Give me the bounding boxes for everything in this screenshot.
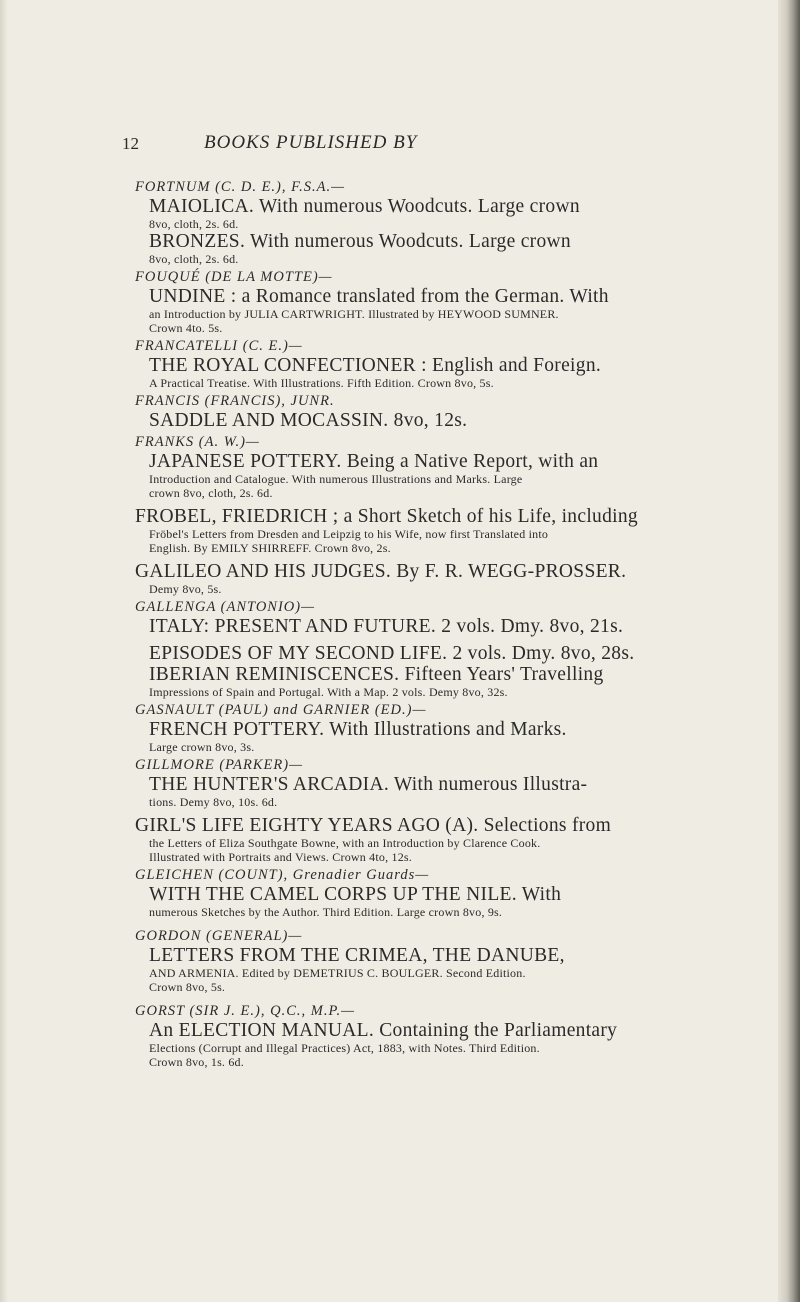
entry-details: Demy 8vo, 5s. (149, 582, 222, 596)
entry-title: BRONZES. With numerous Woodcuts. Large crown (149, 231, 571, 252)
catalogue-entries (135, 176, 735, 1069)
entry-author: FRANKS (A. W.)— (135, 434, 260, 450)
entry-title: An ELECTION MANUAL. Containing the Parliamentary (149, 1020, 618, 1041)
entry-author: GALLENGA (ANTONIO)— (135, 599, 316, 615)
entry-details: numerous Sketches by the Author. Third Edition. Large crown 8vo, 9s. (149, 905, 503, 919)
entry-details: Elections (Corrupt and Illegal Practices) Act, 1883, with Notes. Third Edition. (149, 1041, 540, 1055)
entry-details: Crown 4to. 5s. (149, 321, 223, 335)
page-gutter-left (0, 0, 8, 1302)
entry-details: 8vo, cloth, 2s. 6d. (149, 252, 239, 266)
entry-details: English. By EMILY SHIRREFF. Crown 8vo, 2s. (149, 541, 391, 555)
entry-details: the Letters of Eliza Southgate Bowne, with an Introduction by Clarence Cook. (149, 836, 541, 850)
entry-details: tions. Demy 8vo, 10s. 6d. (149, 795, 278, 809)
entry-author: GASNAULT (PAUL) and GARNIER (ED.)— (135, 702, 427, 718)
entry-title: EPISODES OF MY SECOND LIFE. 2 vols. Dmy. 8vo, 28s. (149, 643, 635, 664)
entry-title: THE HUNTER'S ARCADIA. With numerous Illustra- (149, 774, 588, 795)
entry-title: FROBEL, FRIEDRICH ; a Short Sketch of his Life, including (135, 506, 638, 527)
entry-details: Illustrated with Portraits and Views. Crown 4to, 12s. (149, 850, 412, 864)
entry-details: Fröbel's Letters from Dresden and Leipzig to his Wife, now first Translated into (149, 527, 549, 541)
entry-author: FRANCIS (FRANCIS), JUNR. (135, 393, 335, 409)
entry-details: Crown 8vo, 5s. (149, 980, 226, 994)
entry-author: GORST (SIR J. E.), Q.C., M.P.— (135, 1003, 355, 1019)
entry-details: an Introduction by JULIA CARTWRIGHT. Illustrated by HEYWOOD SUMNER. (149, 307, 559, 321)
entry-title: IBERIAN REMINISCENCES. Fifteen Years' Travelling (149, 664, 604, 685)
spacer (135, 994, 735, 1000)
entry-title: GALILEO AND HIS JUDGES. By F. R. WEGG-PROSSER. (135, 561, 627, 582)
entry-title: ITALY: PRESENT AND FUTURE. 2 vols. Dmy. 8vo, 21s. (149, 616, 624, 637)
entry-title: WITH THE CAMEL CORPS UP THE NILE. With (149, 884, 562, 905)
entry-details: Introduction and Catalogue. With numerous Illustrations and Marks. Large (149, 472, 523, 486)
entry-title: SADDLE AND MOCASSIN. 8vo, 12s. (149, 410, 468, 431)
entry-title: LETTERS FROM THE CRIMEA, THE DANUBE, (149, 945, 565, 966)
entry-author: FOUQUÉ (DE LA MOTTE)— (135, 269, 333, 285)
entry-title: JAPANESE POTTERY. Being a Native Report, with an (149, 451, 599, 472)
entry-title: GIRL'S LIFE EIGHTY YEARS AGO (A). Selections from (135, 815, 612, 836)
entry-title: THE ROYAL CONFECTIONER : English and Foreign. (149, 355, 602, 376)
entry-details: crown 8vo, cloth, 2s. 6d. (149, 486, 273, 500)
page-binding-edge (778, 0, 800, 1302)
entry-author: FORTNUM (C. D. E.), F.S.A.— (135, 179, 345, 195)
entry-author: FRANCATELLI (C. E.)— (135, 338, 303, 354)
entry-author: GORDON (GENERAL)— (135, 928, 303, 944)
entry-title: FRENCH POTTERY. With Illustrations and Marks. (149, 719, 567, 740)
entry-details: AND ARMENIA. Edited by DEMETRIUS C. BOULGER. Second Edition. (149, 966, 526, 980)
entry-title: UNDINE : a Romance translated from the German. With (149, 286, 609, 307)
running-head: BOOKS PUBLISHED BY (204, 132, 418, 153)
page-header (122, 132, 682, 156)
entry-details: Impressions of Spain and Portugal. With a Map. 2 vols. Demy 8vo, 32s. (149, 685, 508, 699)
entry-title: MAIOLICA. With numerous Woodcuts. Large crown (149, 196, 580, 217)
entry-details: Large crown 8vo, 3s. (149, 740, 255, 754)
entry-author: GILLMORE (PARKER)— (135, 757, 303, 773)
page-number: 12 (122, 134, 139, 153)
entry-details: 8vo, cloth, 2s. 6d. (149, 217, 239, 231)
entry-author: GLEICHEN (COUNT), Grenadier Guards— (135, 867, 430, 883)
entry-details: A Practical Treatise. With Illustrations. Fifth Edition. Crown 8vo, 5s. (149, 376, 494, 390)
entry-details: Crown 8vo, 1s. 6d. (149, 1055, 244, 1069)
spacer (135, 919, 735, 925)
